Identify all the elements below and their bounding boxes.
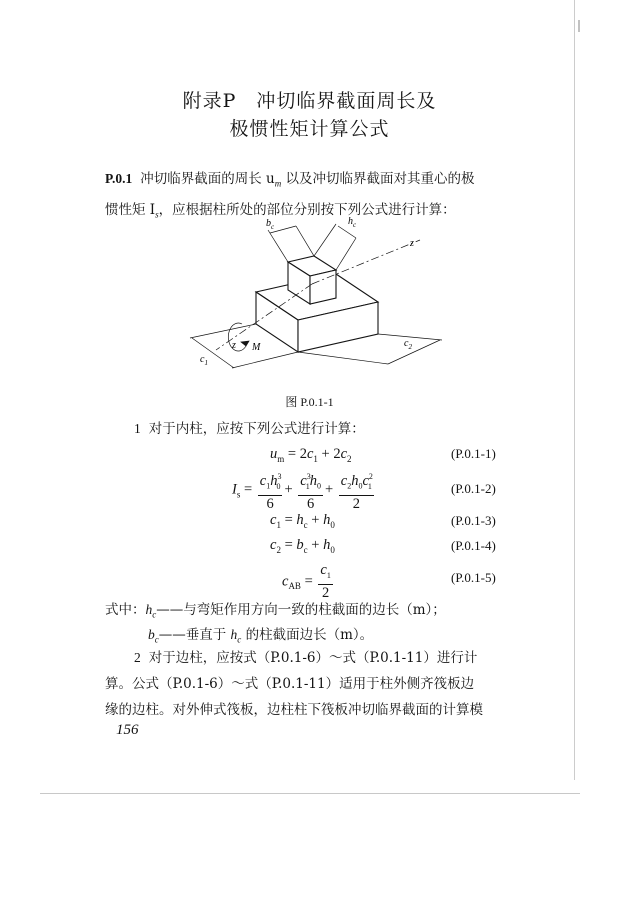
item1-number: 1 xyxy=(134,421,141,436)
scan-bottom-line xyxy=(40,793,580,794)
equation-3: $c_1 = h_c + h_0$ xyxy=(270,512,335,530)
item2-text1: 对于边柱，应按式（P.0.1-6）～式（P.0.1-11）进行计 xyxy=(148,650,478,666)
equation-number-1: (P.0.1-1) xyxy=(451,446,496,461)
column-right-face xyxy=(310,270,336,304)
scan-margin-tick xyxy=(578,20,580,32)
label-c1: $c_1$ xyxy=(200,354,208,367)
label-moment: M xyxy=(252,342,261,353)
where-hc-desc: ——与弯矩作用方向一致的柱截面的边长（m）； xyxy=(156,602,446,618)
clause-text-b: 以及冲切临界截面对其重心的极 xyxy=(281,171,475,187)
item1-paragraph xyxy=(134,416,365,442)
label-bc: $b_c$ xyxy=(266,218,275,231)
label-c2: $c_2$ xyxy=(404,338,412,351)
page-number: 156 xyxy=(116,722,139,738)
appendix-title-line2: 极惯性矩计算公式 xyxy=(229,118,390,140)
equation-4: $c_2 = b_c + h_0$ xyxy=(270,537,335,555)
clause-text-a: 冲切临界截面的周长 u xyxy=(140,171,275,187)
item2-line2: 算。公式（P.0.1-6）～式（P.0.1-11）适用于柱外侧齐筏板边 xyxy=(105,676,475,692)
item2-number: 2 xyxy=(134,650,141,665)
equation-number-4: (P.0.1-4) xyxy=(451,538,496,553)
item2-paragraph xyxy=(105,645,535,723)
appendix-title-line1: 附录P 冲切临界截面周长及 xyxy=(182,90,437,112)
where-prefix: 式中： xyxy=(105,602,146,618)
equation-number-3: (P.0.1-3) xyxy=(451,513,496,528)
equation-number-2: (P.0.1-2) xyxy=(451,481,496,496)
clause-number: P.0.1 xyxy=(105,171,133,186)
where-bc: $b_c——$垂直于 $h_c$ 的柱截面边长（m）。 xyxy=(148,627,374,645)
where-hc: 式中：$h_c——$与弯矩作用方向一致的柱截面的边长（m）； xyxy=(105,602,446,620)
equation-number-5: (P.0.1-5) xyxy=(451,570,496,585)
where-bc-desc-rest: 的柱截面边长（m）。 xyxy=(241,627,374,643)
column-slab-figure xyxy=(170,212,460,382)
label-z-right: z xyxy=(410,238,414,249)
label-z-front: z xyxy=(232,340,236,351)
clause-text-c: 惯性矩 I xyxy=(105,201,156,218)
clause-text-d: ，应根据柱所处的部位分别按下列公式进行计算： xyxy=(158,201,456,218)
figure-caption: 图 P.0.1-1 xyxy=(285,395,334,409)
item1-text: 对于内柱，应按下列公式进行计算： xyxy=(148,421,365,437)
equation-5: $c_{AB}$ = $\frac{c_1}{2}$ xyxy=(282,562,331,601)
equation-2: $I_s$ = $\frac{c_1h^3_0}{6}$ + $\frac{c^3_1h_0}{6}$ + $\frac{c_2h_0c^2_1}{2}$ xyxy=(232,468,376,513)
clause-sub-m: m xyxy=(274,178,282,189)
clause-sub-s: s xyxy=(155,209,159,220)
equation-1: $u_m = 2c_1 + 2c_2$ xyxy=(270,446,352,464)
clause-line1 xyxy=(105,166,525,197)
where-bc-desc: ——垂直于 xyxy=(158,627,231,643)
label-hc: $h_c$ xyxy=(348,216,357,229)
item2-line1 xyxy=(105,645,535,671)
item2-line3: 缘的边柱。对外伸式筏板，边柱柱下筏板冲切临界截面的计算模 xyxy=(105,702,483,718)
